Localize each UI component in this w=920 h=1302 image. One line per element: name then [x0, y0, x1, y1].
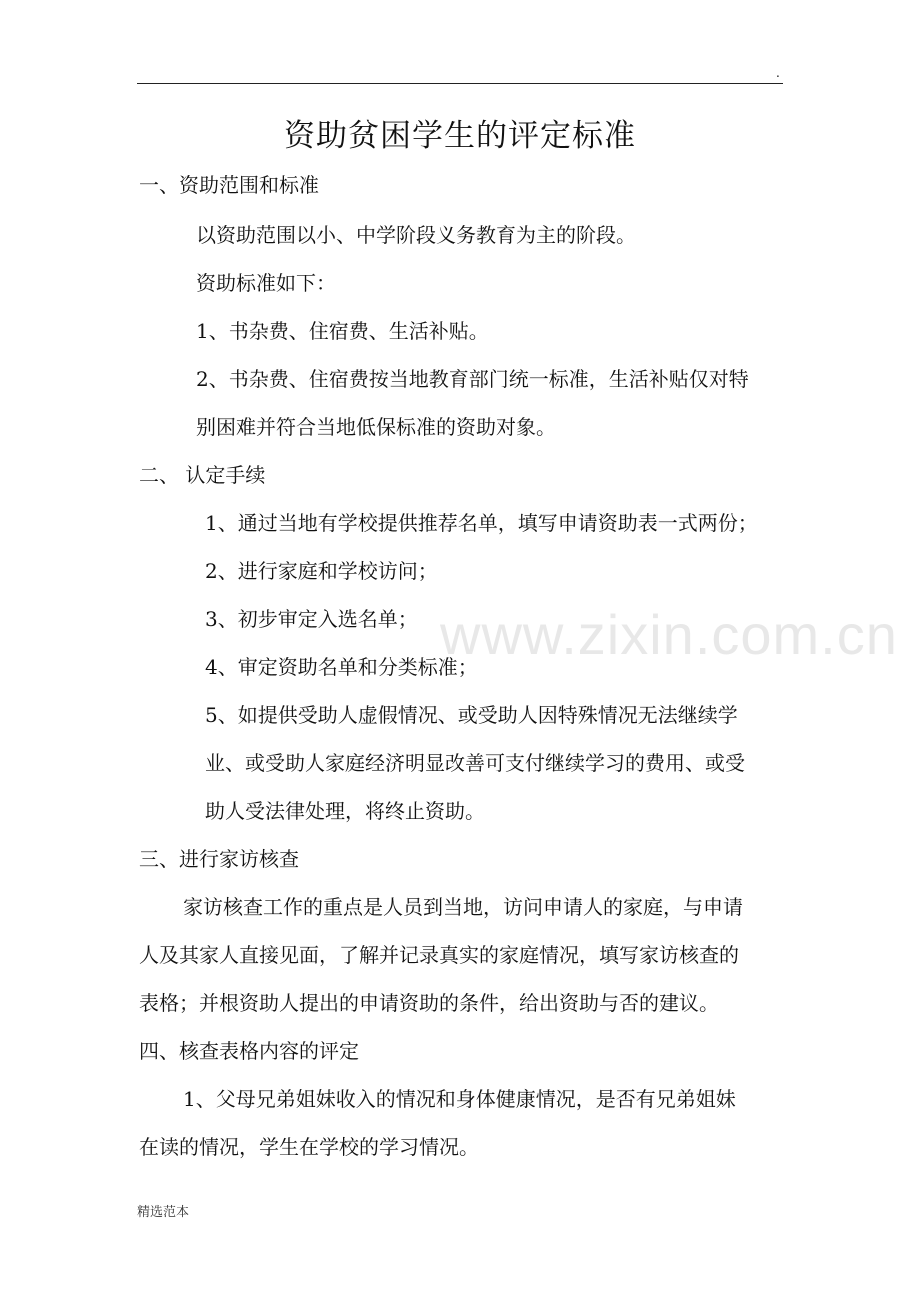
- footer-label: 精选范本: [137, 1205, 190, 1220]
- list-item: 2、书杂费、住宿费按当地教育部门统一标准，生活补贴仅对特: [196, 367, 749, 391]
- list-item-continuation: 业、或受助人家庭经济明显改善可支付继续学习的费用、或受: [205, 751, 745, 775]
- list-item: 1、通过当地有学校提供推荐名单，填写申请资助表一式两份；: [205, 511, 758, 535]
- list-item: 3、初步审定入选名单；: [205, 607, 418, 631]
- header-dot: .: [776, 66, 780, 80]
- paragraph-line: 在读的情况，学生在学校的学习情况。: [139, 1135, 479, 1159]
- section-heading-3: 三、进行家访核查: [139, 847, 299, 871]
- list-item: 1、书杂费、住宿费、生活补贴。: [196, 319, 489, 343]
- list-item: 2、进行家庭和学校访问；: [205, 559, 438, 583]
- paragraph-line: 家访核查工作的重点是人员到当地，访问申请人的家庭，与申请: [183, 895, 743, 919]
- section-heading-1: 一、资助范围和标准: [139, 173, 319, 197]
- paragraph-line: 1、父母兄弟姐妹收入的情况和身体健康情况，是否有兄弟姐妹: [183, 1087, 736, 1111]
- paragraph-line: 表格；并根资助人提出的申请资助的条件，给出资助与否的建议。: [139, 991, 719, 1015]
- paragraph-line: 以资助范围以小、中学阶段义务教育为主的阶段。: [196, 223, 636, 247]
- paragraph-line: 资助标准如下：: [196, 271, 336, 295]
- section-heading-4: 四、核查表格内容的评定: [139, 1039, 359, 1063]
- section-heading-2: 二、 认定手续: [139, 463, 266, 487]
- paragraph-line: 人及其家人直接见面，了解并记录真实的家庭情况，填写家访核查的: [139, 943, 739, 967]
- header-rule: [137, 83, 783, 84]
- list-item: 5、如提供受助人虚假情况、或受助人因特殊情况无法继续学: [205, 703, 738, 727]
- list-item-continuation: 别困难并符合当地低保标准的资助对象。: [196, 415, 556, 439]
- page-title: 资助贫困学生的评定标准: [284, 118, 636, 154]
- list-item-continuation: 助人受法律处理，将终止资助。: [205, 799, 485, 823]
- list-item: 4、审定资助名单和分类标准；: [205, 655, 478, 679]
- watermark: www.zixin.com.cn: [440, 603, 898, 666]
